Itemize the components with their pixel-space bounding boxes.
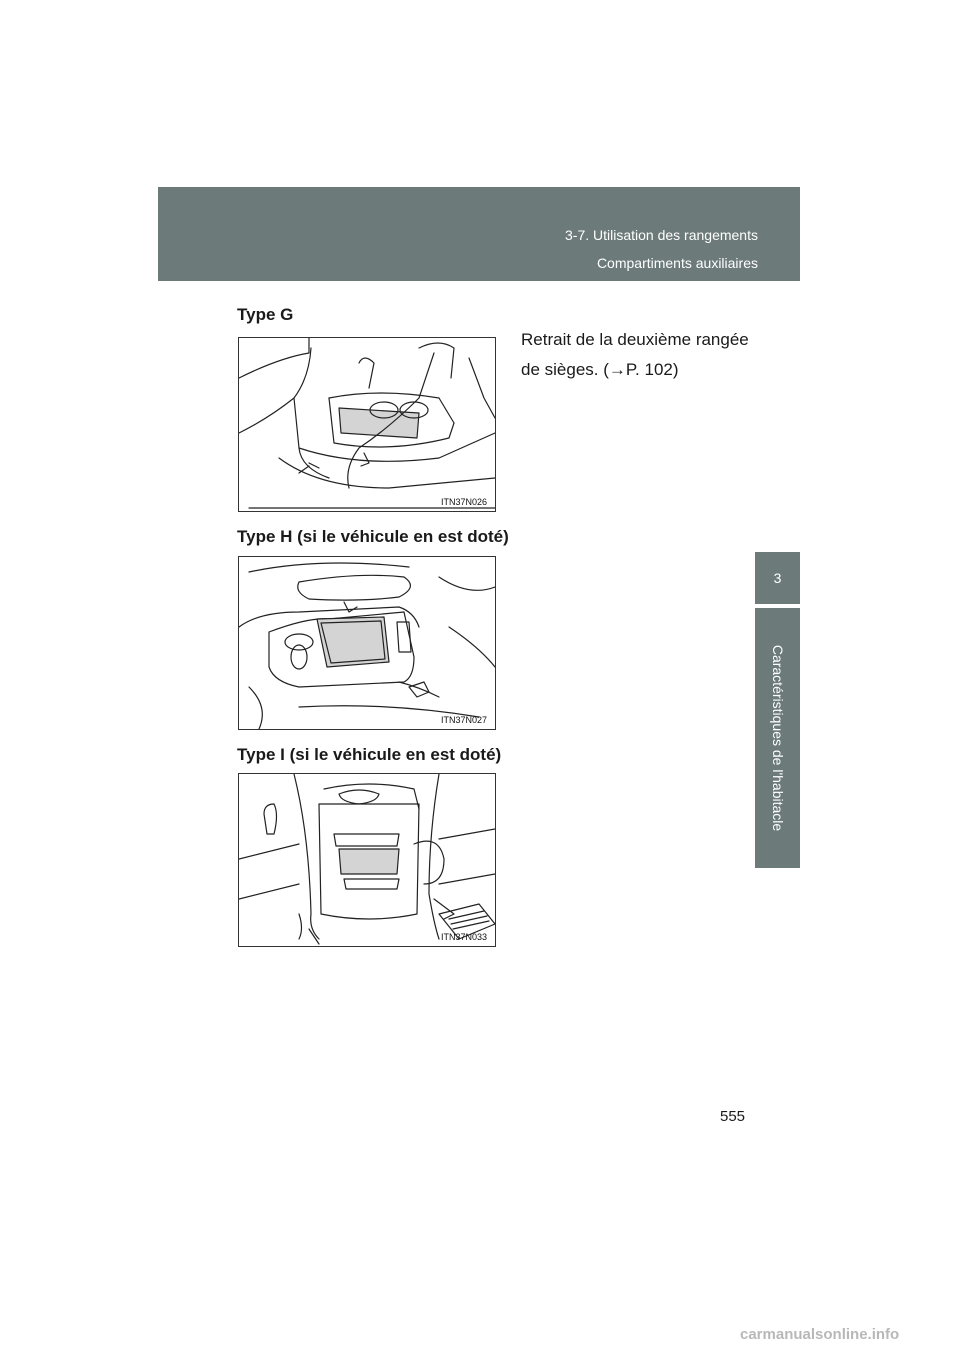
type-g-heading: Type G — [237, 305, 294, 324]
chapter-number: 3 — [773, 570, 782, 586]
header-subsection-title: Compartiments auxiliaires — [596, 255, 758, 271]
header-band — [158, 187, 800, 281]
arrow-right-icon: → — [608, 360, 626, 379]
type-g-page-reference: P. 102) — [625, 360, 679, 379]
header-section-title: 3-7. Utilisation des rangements — [565, 227, 758, 243]
type-h-figure-code: ITN37N027 — [440, 715, 487, 725]
type-g-description-line2 — [521, 355, 757, 385]
page-number: 555 — [720, 1108, 746, 1125]
chapter-title: Caractéristiques de l'habitacle — [769, 644, 786, 832]
type-h-heading: Type H (si le véhicule en est doté) — [237, 527, 509, 546]
type-i-figure-code: ITN37N033 — [440, 932, 487, 942]
chapter-number-tab — [755, 552, 800, 604]
type-h-illustration — [238, 556, 496, 730]
watermark-text: carmanualsonline.info — [740, 1326, 900, 1343]
chapter-title-tab — [755, 608, 800, 868]
type-i-heading: Type I (si le véhicule en est doté) — [237, 745, 502, 764]
type-g-description — [521, 325, 757, 385]
type-g-figure-code: ITN37N026 — [440, 497, 487, 507]
type-g-description-text: de sièges. ( — [521, 360, 609, 379]
type-g-illustration — [238, 337, 496, 512]
type-i-illustration — [238, 773, 496, 947]
type-g-description-line1: Retrait de la deuxième rangée — [521, 330, 749, 349]
